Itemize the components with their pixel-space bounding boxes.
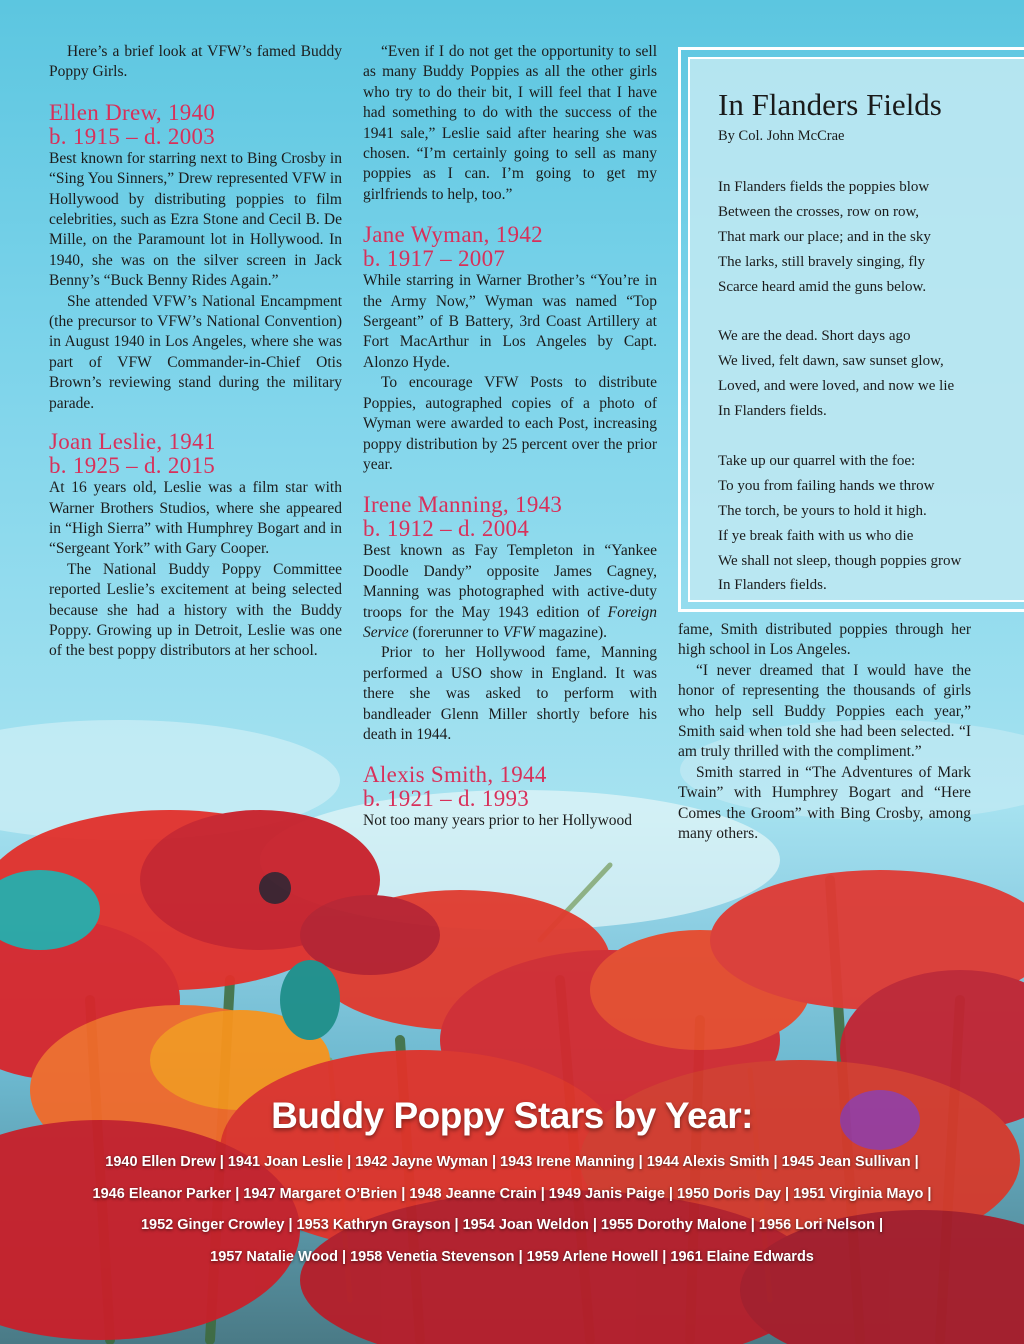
jane-wyman-paragraph-2: To encourage VFW Posts to distribute Poppies, autographed copies of a photo of Wyman were awarded to each Post, increasing poppy distribution by 25 percent over the prior year. [363,374,657,473]
poem-line: Scarce heard amid the guns below. [718,278,927,295]
poem-line: We are the dead. Short days ago [718,328,911,345]
poem-body [718,175,961,598]
jane-wyman-dates: b. 1917 – 2007 [363,246,506,272]
poem-line: In Flanders fields. [718,577,827,594]
stars-line: 1952 Ginger Crowley | 1953 Kathryn Grayson | 1954 Joan Weldon | 1955 Dorothy Malone | 1956 Lori Nelson | [140,1217,884,1233]
poem-line: Between the crosses, row on row, [718,203,920,220]
stars-line: 1957 Natalie Wood | 1958 Venetia Stevenson | 1959 Arlene Howell | 1961 Elaine Edwards [210,1248,814,1265]
intro-text: Here’s a brief look at VFW’s famed Buddy Poppy Girls. [49,43,342,81]
poem-stanza-2 [718,324,961,424]
joan-leslie-quote: “Even if I do not get the opportunity to sell as many Buddy Poppies as all the other girls who try to do their bit, I will feel that I have had something to do with the success of the 1941 sale,” Leslie said after hearing she was chosen. “I’m certainly going to sell as many poppies as I can. I’m going to get my girlfriends to help, too.” [363,43,657,203]
alexis-smith-paragraph-1-start: Not too many years prior to her Hollywood [363,812,633,830]
poem-line: We shall not sleep, though poppies grow [718,552,962,569]
irene-manning-heading: Irene Manning, 1943 [363,492,563,518]
poem-stanza-3 [718,449,961,598]
poem-byline: By Col. John McCrae [718,128,845,144]
stars-by-year [0,1095,1024,1273]
column-2 [363,42,657,832]
jane-wyman-paragraph-1: While starring in Warner Brother’s “You’re in the Army Now,” Wyman was named “Top Sergeant” of B Battery, 3rd Coast Artillery at Fort MacArthur in Los Angeles by Capt. Alonzo Hyde. [363,272,657,371]
ellen-drew-dates: b. 1915 – d. 2003 [49,123,216,149]
poem-line: To you from failing hands we throw [718,477,935,494]
foreign-service-title: Foreign Service [363,603,657,641]
poem-line: The torch, be yours to hold it high. [718,502,927,519]
poem-stanza-1 [718,175,961,300]
joan-leslie-paragraph-1: At 16 years old, Leslie was a film star with Warner Brothers Studios, where she appeared in “High Sierra” with Humphrey Bogart and in “Sergeant York” with Gary Cooper. [49,479,342,558]
column-1 [49,42,342,662]
jane-wyman-heading: Jane Wyman, 1942 [363,222,543,248]
irene-manning-paragraph-1: Best known as Fay Templeton in “Yankee Doodle Dandy” opposite James Cagney, Manning was photographed with active-duty troops for the May 1943 edition of Foreign Service (forerunner to VFW magazine). [363,542,657,641]
poem-line: In Flanders fields the poppies blow [718,179,930,195]
vfw-title: VFW [502,623,535,641]
poem-line: Loved, and were loved, and now we lie [718,378,955,395]
poem-line: In Flanders fields. [718,403,827,420]
poem-line: Take up our quarrel with the foe: [718,452,916,469]
stars-line: 1946 Eleanor Parker | 1947 Margaret O’Brien | 1948 Jeanne Crain | 1949 Janis Paige | 1950 Doris Day | 1951 Virginia Mayo | [92,1185,932,1202]
alexis-smith-paragraph-3: Smith starred in “The Adventures of Mark Twain” with Humphrey Bogart and “Here Comes the Groom” with Bing Crosby, among many others. [678,763,971,843]
alexis-smith-heading: Alexis Smith, 1944 [363,762,547,788]
ellen-drew-paragraph-2: She attended VFW’s National Encampment (the precursor to VFW’s National Convention) in August 1940 in Los Angeles, where she was part of VFW Commander-in-Chief Otis Brown’s reviewing stand during the military parade. [49,292,342,412]
joan-leslie-heading: Joan Leslie, 1941 [49,429,216,455]
poem-box [678,47,1024,612]
column-3 [678,620,971,844]
poem-line: If ye break faith with us who die [718,527,914,544]
stars-title: Buddy Poppy Stars by Year: [271,1095,753,1136]
joan-leslie-paragraph-2: The National Buddy Poppy Committee reported Leslie’s excitement at being selected because she had a history with the Buddy Poppy. Growing up in Detroit, Leslie was one of the best poppy distributors at her school. [49,560,342,660]
alexis-smith-paragraph-2: “I never dreamed that I would have the honor of representing the thousands of girls who help sell Buddy Poppies each year,” Smith said when told she had been selected. “I am truly thrilled with the compliment.” [678,661,971,761]
alexis-smith-paragraph-1-end: fame, Smith distributed poppies through her high school in Los Angeles. [678,621,971,659]
ellen-drew-paragraph-1: Best known for starring next to Bing Crosby in “Sing You Sinners,” Drew represented VFW in Hollywood by distributing poppies to film celebrities, such as Ezra Stone and Cecil B. De Mille, on the Paramount lot in Hollywood. In 1940, she was on the silver screen in Jack Benny’s “Buck Benny Rides Again.” [49,149,342,290]
poem-line: The larks, still bravely singing, fly [718,253,926,270]
ellen-drew-heading: Ellen Drew, 1940 [49,99,216,125]
poem-line: We lived, felt dawn, saw sunset glow, [718,353,944,370]
alexis-smith-dates: b. 1921 – d. 1993 [363,786,530,812]
poem-title: In Flanders Fields [718,87,942,122]
irene-manning-paragraph-2: Prior to her Hollywood fame, Manning performed a USO show in England. It was there she was asked to perform with bandleader Glenn Miller shortly before his death in 1944. [363,644,657,743]
stars-line: 1940 Ellen Drew | 1941 Joan Leslie | 1942 Jayne Wyman | 1943 Irene Manning | 1944 Alexis Smith | 1945 Jean Sullivan | [105,1154,919,1170]
joan-leslie-dates: b. 1925 – d. 2015 [49,453,216,479]
irene-manning-dates: b. 1912 – d. 2004 [363,516,530,542]
poem-line: That mark our place; and in the sky [718,228,931,245]
